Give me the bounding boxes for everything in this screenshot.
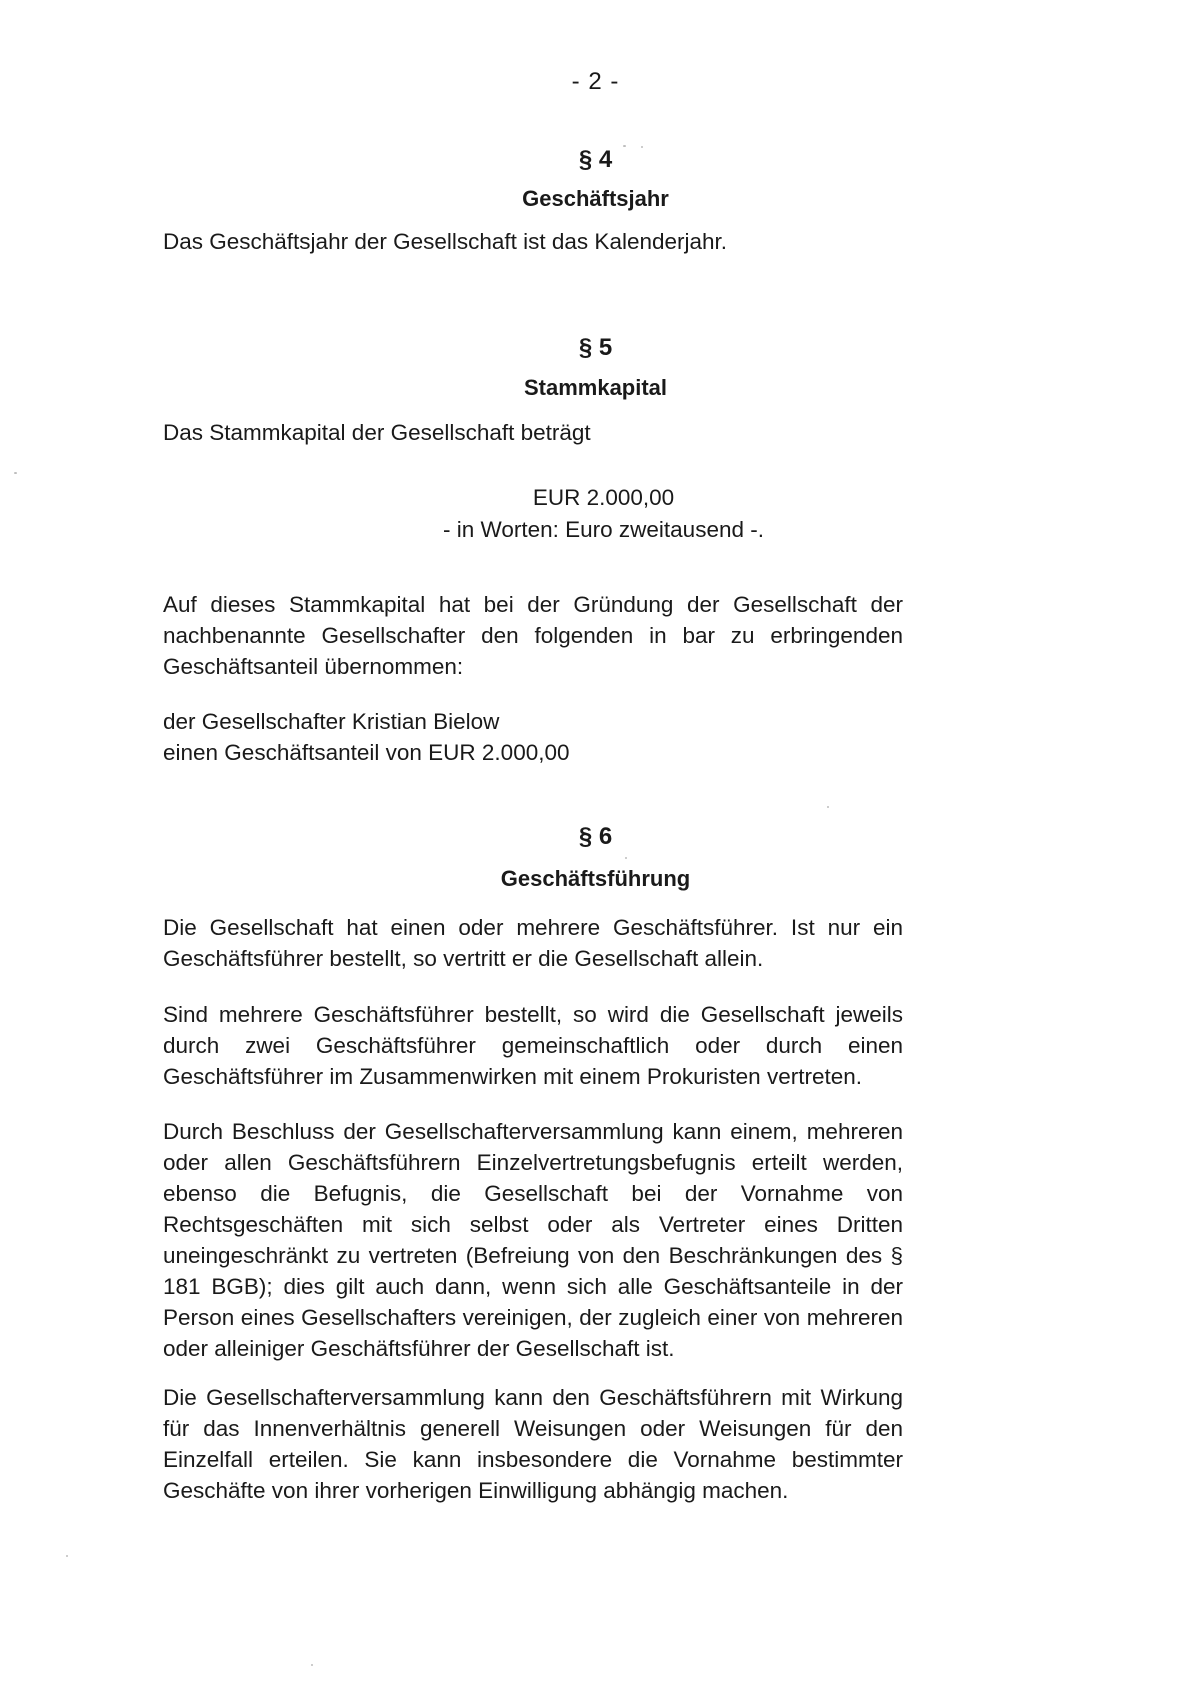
section-title-5: Stammkapital bbox=[523, 375, 668, 400]
shareholder-line-2: einen Geschäftsanteil von EUR 2.000,00 bbox=[163, 740, 570, 765]
scan-speck bbox=[623, 145, 626, 147]
section-4-paragraph: Das Geschäftsjahr der Gesellschaft ist das Kalenderjahr. bbox=[163, 229, 728, 254]
section-6-paragraph-4: Die Gesellschafterversammlung kann den Geschäftsführern mit Wirkung für das Innenverhältnis generell Weisungen oder Weisungen für den Einzelfall erteilen. Sie kann insbesondere die Vornahme bestimmter Geschäfte von ihrer vorherigen Einwilligung abhängig machen. bbox=[163, 1385, 903, 1503]
shareholder-line-1: der Gesellschafter Kristian Bielow bbox=[163, 709, 500, 734]
section-title-6: Geschäftsführung bbox=[500, 866, 691, 891]
section-6-paragraph-3: Durch Beschluss der Gesellschafterversammlung kann einem, mehreren oder allen Geschäftsführern Einzelvertretungsbefugnis erteilt werden, ebenso die Befugnis, die Gesellschaft bei der Vornahme von Rechtsgeschäften mit sich selbst oder als Vertreter eines Dritten uneingeschränkt zu vertreten (Befreiung von den Beschränkungen des § 181 BGB); dies gilt auch dann, wenn sich alle Geschäftsanteile in der Person eines Gesellschafters vereinigen, der zugleich einer von mehreren oder alleiniger Geschäftsführer der Gesellschaft ist. bbox=[163, 1119, 903, 1361]
scan-speck bbox=[827, 806, 829, 808]
capital-amount: EUR 2.000,00 bbox=[532, 485, 675, 510]
page-number: - 2 - bbox=[571, 68, 620, 95]
scan-speck bbox=[641, 146, 643, 148]
scan-speck bbox=[14, 472, 17, 474]
section-title-4: Geschäftsjahr bbox=[522, 186, 669, 211]
section-number-6: § 6 bbox=[578, 823, 613, 850]
section-5-intro: Das Stammkapital der Gesellschaft beträgt bbox=[163, 420, 591, 445]
section-6-paragraph-2: Sind mehrere Geschäftsführer bestellt, so wird die Gesellschaft jeweils durch zwei Geschäftsführer gemeinschaftlich oder durch einen Geschäftsführer im Zusammenwirken mit einem Prokuristen vertreten. bbox=[163, 1002, 903, 1089]
section-6-paragraph-1: Die Gesellschaft hat einen oder mehrere Geschäftsführer. Ist nur ein Geschäftsführer bestellt, so vertritt er die Gesellschaft allein. bbox=[163, 915, 903, 971]
scan-speck bbox=[311, 1664, 313, 1666]
scan-speck bbox=[66, 1555, 68, 1557]
section-number-4: § 4 bbox=[578, 146, 613, 173]
section-number-5: § 5 bbox=[578, 334, 613, 361]
scan-speck bbox=[625, 857, 627, 859]
section-5-paragraph: Auf dieses Stammkapital hat bei der Gründung der Gesellschaft der nachbenannte Gesellschafter den folgenden in bar zu erbringenden Geschäftsanteil übernommen: bbox=[163, 592, 903, 679]
capital-amount-words: - in Worten: Euro zweitausend -. bbox=[443, 517, 764, 542]
